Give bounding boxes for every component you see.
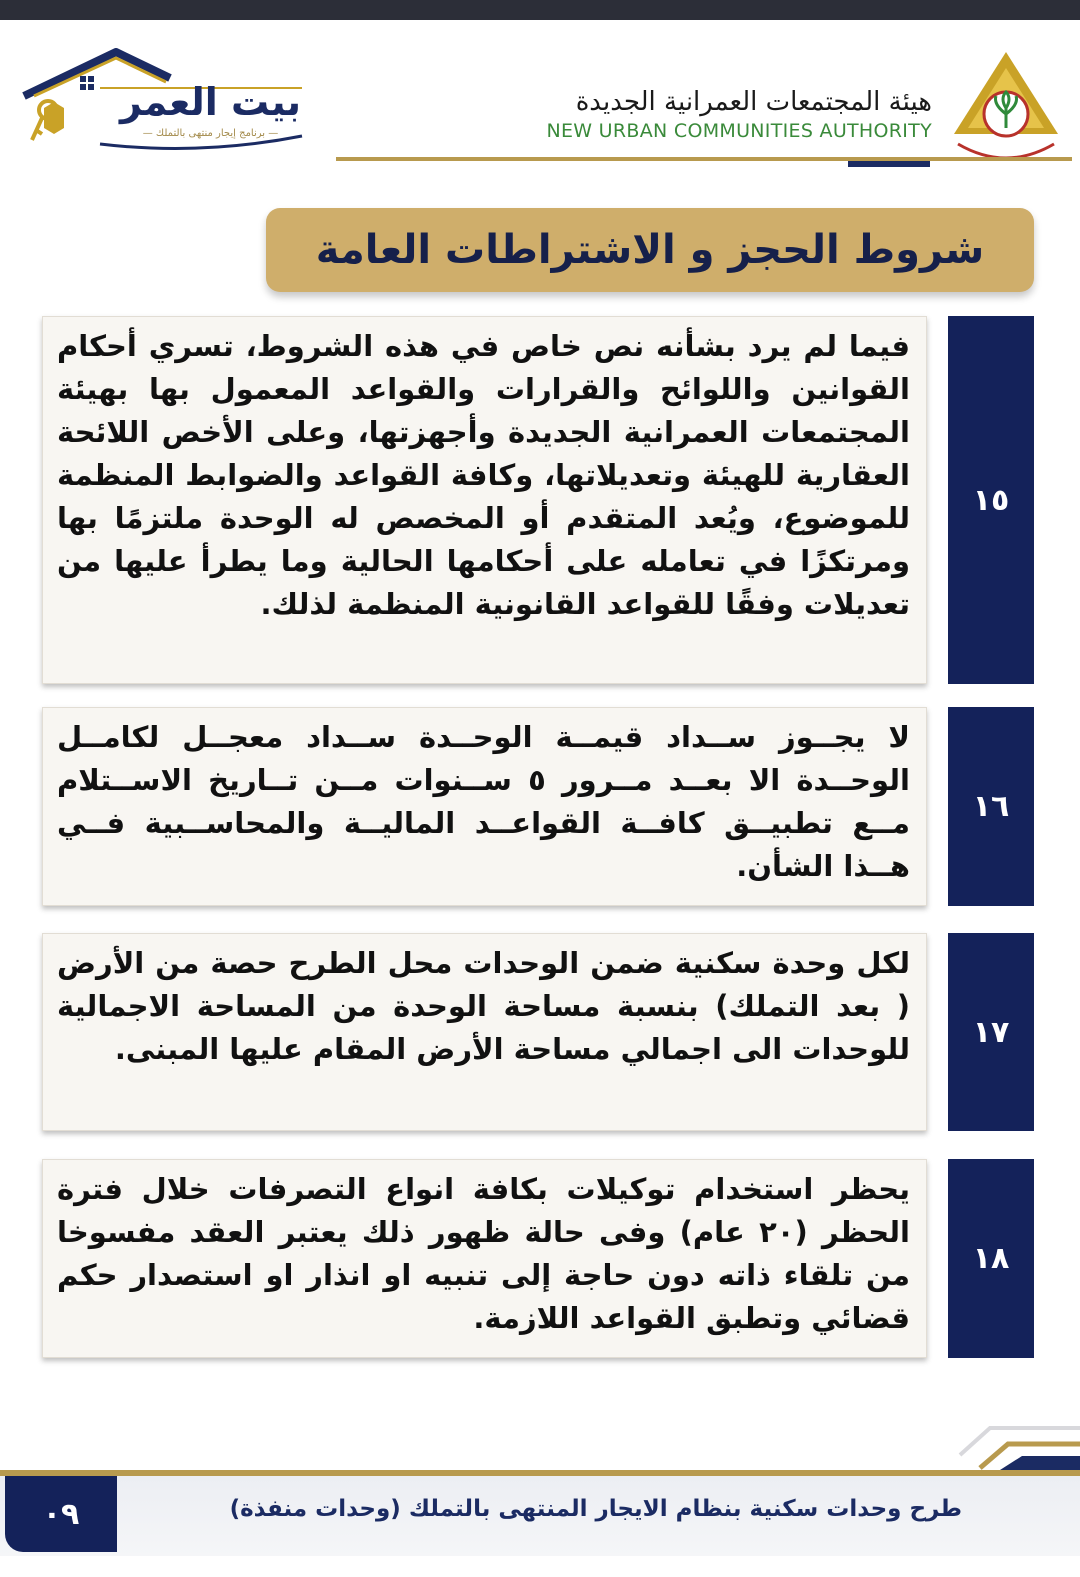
- header-divider-accent: [848, 161, 930, 167]
- condition-text-15: فيما لم يرد بشأنه نص خاص في هذه الشروط، تسري أحكام القوانين واللوائح والقرارات والقواعد المعمول بها بهيئة المجتمعات العمرانية الجديدة وأجهزتها، وعلى الأخص اللائحة العقارية للهيئة وتعديلاتها، وكافة القواعد والضوابط المنظمة للموضوع، ويُعد المتقدم أو المخصص له الوحدة ملتزمًا بها ومرتكزًا في تعامله على أحكامها الحالية وما يطرأ عليها من تعديلات وفقًا للقواعد القانونية المنظمة لذلك.: [42, 316, 927, 684]
- condition-text-18: يحظر استخدام توكيلات بكافة انواع التصرفات خلال فترة الحظر (٢٠ عام) وفى حالة ظهور ذلك يعتبر العقد مفسوخا من تلقاء ذاته دون حاجة إلى تنبيه او انذار او استصدار حكم قضائي وتطبق القواعد اللازمة.: [42, 1159, 927, 1358]
- header-divider: [336, 157, 1072, 161]
- condition-text-17: لكل وحدة سكنية ضمن الوحدات محل الطرح حصة من الأرض ( بعد التملك) بنسبة مساحة الوحدة من المساحة الاجمالية للوحدات الى اجمالي مساحة الأرض المقام عليها المبنى.: [42, 933, 927, 1131]
- authority-name-ar: هيئة المجتمعات العمرانية الجديدة: [575, 87, 932, 117]
- condition-text-16: لا يجــوز ســداد قيمــة الوحــدة ســداد معجــل لكامــل الوحــدة الا بعــد مــرور ٥ ســنوات مــن تــاريخ الاســتلام مــع تطبيــق كافــة القواعــد الماليــة والمحاســبية فــي هــذا الشأن.: [42, 707, 927, 906]
- footer-decoration: [950, 1420, 1080, 1470]
- authority-logo-icon: [950, 48, 1062, 166]
- footer-caption: طرح وحدات سكنية بنظام الايجار المنتهى بالتملك (وحدات منفذة): [229, 1496, 962, 1522]
- page-number: ٠٩: [5, 1476, 117, 1552]
- authority-name: [546, 86, 932, 144]
- brand-name: بيت العمر: [119, 80, 302, 124]
- section-title-banner: [266, 208, 1034, 292]
- condition-number-16: ١٦: [948, 707, 1034, 906]
- brand-tagline: — برنامج إيجار منتهى بالتملك —: [142, 128, 279, 139]
- top-bar: [0, 0, 1080, 20]
- condition-number-18: ١٨: [948, 1159, 1034, 1358]
- authority-name-en: NEW URBAN COMMUNITIES AUTHORITY: [546, 120, 932, 142]
- condition-number-15: ١٥: [948, 316, 1034, 684]
- condition-number-17: ١٧: [948, 933, 1034, 1131]
- brand-logo: [20, 48, 320, 163]
- page-title: شروط الحجز و الاشتراطات العامة: [315, 227, 985, 273]
